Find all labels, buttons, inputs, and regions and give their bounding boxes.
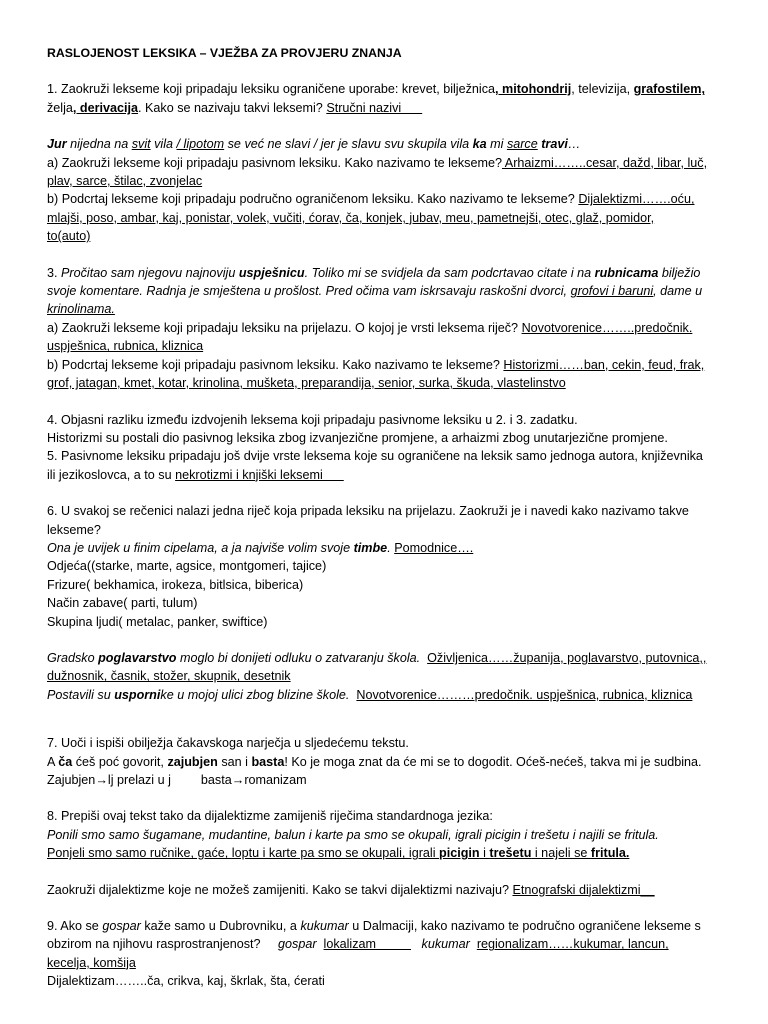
- q2-text: se već ne slavi / jer je slavu svu skupila vila: [224, 137, 473, 152]
- q1-term-mitohondrij: , mitohondrij: [495, 82, 572, 97]
- q2b-answer: Dijalektizmi…….oću,: [578, 192, 695, 207]
- q3-word: krinolinama.: [47, 302, 115, 317]
- question-4: [47, 411, 737, 448]
- q6-word: poglavarstvo: [98, 650, 177, 665]
- q2-word: svit: [131, 137, 151, 152]
- q6-word: usporni: [114, 687, 161, 702]
- q8-word: picigin: [439, 846, 480, 861]
- q2-word: travi: [541, 137, 568, 152]
- q9-answer: kecelja, komšija: [47, 955, 136, 970]
- q9-text: kaže samo u Dubrovniku, a: [140, 919, 301, 934]
- q8-text: Zaokruži dijalektizme koje ne možeš zamijeniti. Kako se takvi dijalektizmi nazivaju?: [47, 882, 513, 897]
- q3b-answer: Historizmi……ban, cekin, feud, frak,: [503, 357, 705, 372]
- q2a-text: a) Zaokruži lekseme koji pripadaju pasivnom leksiku. Kako nazivamo te lekseme?: [47, 155, 502, 170]
- q3-text: . Toliko mi se svidjela da sam podcrtavao citate i na: [304, 265, 595, 280]
- q9-word: kukumar: [300, 919, 349, 934]
- q1-text: , televizija,: [571, 82, 634, 97]
- q2-word: sarce: [506, 137, 538, 152]
- q9-text: u Dalmaciji, kako nazivamo te područno ograničene lekseme s: [348, 919, 701, 934]
- q9-word: kukumar: [421, 937, 470, 952]
- q6-sentence: Ona je uvijek u finim cipelama, a ja najviše volim svoje: [47, 540, 354, 555]
- question-2: [47, 135, 737, 245]
- q3a-answer: uspješnica, rubnica, kliznica: [47, 339, 204, 354]
- q6-word: timbe: [353, 540, 388, 555]
- q5-text: 5. Pasivnome leksiku pripadaju još dvije vrste leksema koje su ograničene na leksik samo jednoga autora, književnika: [47, 449, 703, 464]
- q3b-answer: grof, jatagan, kmet, kotar, krinolina, mušketa, preparandija, senior, surka, škuda, vlastelinstvo: [47, 376, 566, 391]
- q5-answer: nekrotizmi i knjiški leksemi: [175, 467, 344, 482]
- q6-sentence: Gradsko: [47, 650, 99, 665]
- q9-text: [317, 937, 324, 951]
- q6-answer: Oživljenica……županija, poglavarstvo, putovnica,,: [427, 650, 707, 665]
- q2-text: vila: [150, 137, 177, 152]
- q9-answer: regionalizam……kukumar, lancun,: [476, 937, 669, 952]
- question-8: [47, 807, 737, 899]
- q6-sentence: .: [387, 540, 395, 555]
- question-5: [47, 447, 737, 484]
- q1-term-derivacija: , derivacija: [72, 100, 139, 115]
- q8-word: fritula.: [590, 846, 630, 861]
- q8-answer: Ponjeli smo samo ručnike, gaće, loptu i karte pa smo se okupali, igrali: [47, 846, 439, 861]
- q4-text: 4. Objasni razliku između izdvojenih leksema koji pripadaju pasivnome leksiku u 2. i 3. zadatku.: [47, 412, 578, 427]
- q1-answer: Stručni nazivi: [326, 100, 423, 115]
- q6-answer: dužnosnik, časnik, stožer, skupnik, desetnik: [47, 669, 291, 684]
- q4-answer: Historizmi su postali dio pasivnog leksika zbog izvanjezične promjene, a arhaizmi zbog unutarjezične promjene.: [47, 430, 668, 445]
- q6-answer: Novotvorenice………predočnik. uspješnica, rubnica, kliznica: [356, 687, 693, 702]
- q7-answer: lj prelazi u j: [107, 773, 171, 787]
- q1-text: . Kako se nazivaju takvi leksemi?: [138, 100, 327, 115]
- q2-word: ka: [472, 137, 487, 152]
- q7-text: A: [47, 754, 59, 769]
- q9-text: [470, 937, 477, 951]
- q7-text: ćeš poć govorit,: [72, 754, 168, 769]
- q2a-answer: Arhaizmi……..cesar, dažd, libar, luč,: [501, 155, 708, 170]
- page-title: RASLOJENOST LEKSIKA – VJEŽBA ZA PROVJERU ZNANJA: [47, 46, 402, 60]
- q2-text: …: [567, 137, 581, 152]
- q6-sentence: Postavili su: [47, 687, 115, 702]
- q7-text: 7. Uoči i ispiši obilježja čakavskoga narječja u sljedećemu tekstu.: [47, 736, 409, 751]
- q7-text: san i: [217, 754, 252, 769]
- q9-answer: lokalizam: [323, 937, 412, 952]
- q3-text: Pročitao sam njegovu najnoviju: [61, 265, 239, 280]
- q6-group: Način zabave( parti, tulum): [47, 596, 198, 611]
- worksheet: [47, 44, 737, 991]
- q3-text: , dame u: [653, 284, 703, 299]
- q6-group: Skupina ljudi( metalac, panker, swiftice): [47, 614, 268, 629]
- q2-text: mi: [486, 137, 507, 152]
- q6-sentence: moglo bi donijeti odluku o zatvaranju škola.: [176, 650, 421, 665]
- question-3: [47, 264, 737, 393]
- q2-text: nijedna na: [66, 137, 132, 152]
- question-1: [47, 80, 737, 117]
- q9-text: obzirom na njihovu rasprostranjenost?: [47, 937, 279, 952]
- q6-group: Frizure( bekhamica, irokeza, bitlsica, biberica): [47, 577, 304, 592]
- q1-text: želja: [47, 100, 73, 115]
- q2b-answer: to(auto): [47, 229, 91, 244]
- q8-answer: Etnografski dijalektizmi__: [512, 882, 655, 897]
- q6-text: lekseme?: [47, 522, 101, 537]
- q7-text: ! Ko je moga znat da će mi se to dogodit. Oćeš-nećeš, takva mi je sudbina.: [284, 754, 702, 769]
- q6-sentence: ke u mojoj ulici zbog blizine škole.: [160, 687, 350, 702]
- q3-word: rubnicama: [594, 265, 659, 280]
- q3-word: grofovi i baruni: [570, 284, 654, 299]
- q3a-text: a) Zaokruži lekseme koji pripadaju leksiku na prijelazu. O kojoj je vrsti leksema riječ?: [47, 320, 522, 335]
- q8-text: 8. Prepiši ovaj tekst tako da dijalektizme zamijeniš riječima standardnoga jezika:: [47, 809, 493, 824]
- q5-text: ili jezikoslovca, a to su: [47, 467, 176, 482]
- q2b-text: b) Podcrtaj lekseme koji pripadaju područno ograničenom leksiku. Kako nazivamo te lekseme?: [47, 192, 579, 207]
- q7-answer: Zajubjen: [47, 773, 96, 787]
- q7-answer: basta: [200, 773, 232, 787]
- question-7: [47, 734, 737, 789]
- q8-answer: i: [479, 846, 490, 861]
- q7-word: ča: [58, 754, 73, 769]
- q3b-text: b) Podcrtaj lekseme koji pripadaju pasivnom leksiku. Kako nazivamo te lekseme?: [47, 357, 504, 372]
- q8-word: trešetu: [489, 846, 532, 861]
- q3-word: uspješnicu: [238, 265, 305, 280]
- q2-word: / lipotom: [176, 137, 225, 152]
- q9-word: gospar: [102, 919, 141, 934]
- q7-word: basta: [251, 754, 285, 769]
- q7-answer: romanizam: [244, 773, 307, 787]
- q9-text: 9. Ako se: [47, 919, 103, 934]
- q2b-answer: mlajši, poso, ambar, kaj, ponistar, volek, vučiti, ćorav, ča, konjek, jubav, meu, pametnejši, otec, glaž, pomidor,: [47, 210, 655, 225]
- q3-text: bilježio: [658, 265, 701, 280]
- q2a-answer: plav, sarce, štilac, zvonjelac: [47, 174, 203, 189]
- question-9: [47, 917, 737, 991]
- q3a-answer: Novotvorenice……..predočnik.: [521, 320, 693, 335]
- q6-group: Odjeća((starke, marte, agsice, montgomeri, tajice): [47, 559, 327, 574]
- q6-answer: Pomodnice….: [394, 540, 474, 555]
- q9-text: [411, 937, 422, 951]
- q8-answer: i najeli se: [531, 846, 591, 861]
- arrow-right-icon: →: [231, 773, 245, 787]
- q9-answer: Dijalektizam……..ča, crikva, kaj, škrlak, šta, ćerati: [47, 974, 325, 989]
- q8-sentence: Ponili smo samo šugamane, mudantine, balun i karte pa smo se okupali, igrali picigin i trešetu i najili se fritula.: [47, 827, 659, 842]
- arrow-right-icon: →: [95, 773, 108, 787]
- q6-text: 6. U svakoj se rečenici nalazi jedna riječ koja pripada leksiku na prijelazu. Zaokruži je i navedi kako nazivamo takve: [47, 504, 689, 519]
- q2-word: Jur: [47, 137, 67, 152]
- q3-text: 3.: [47, 265, 62, 280]
- q7-word: zajubjen: [167, 754, 218, 769]
- q9-word: gospar: [278, 937, 317, 952]
- q1-term-grafostilem: grafostilem,: [633, 82, 705, 97]
- q1-text: 1. Zaokruži lekseme koji pripadaju leksiku ograničene uporabe: krevet, bilježnica: [47, 82, 496, 97]
- q3-text: svoje komentare. Radnja je smještena u prošlost. Pred očima vam iskrsavaju raskošni dvorci,: [47, 284, 571, 299]
- question-6: [47, 502, 737, 704]
